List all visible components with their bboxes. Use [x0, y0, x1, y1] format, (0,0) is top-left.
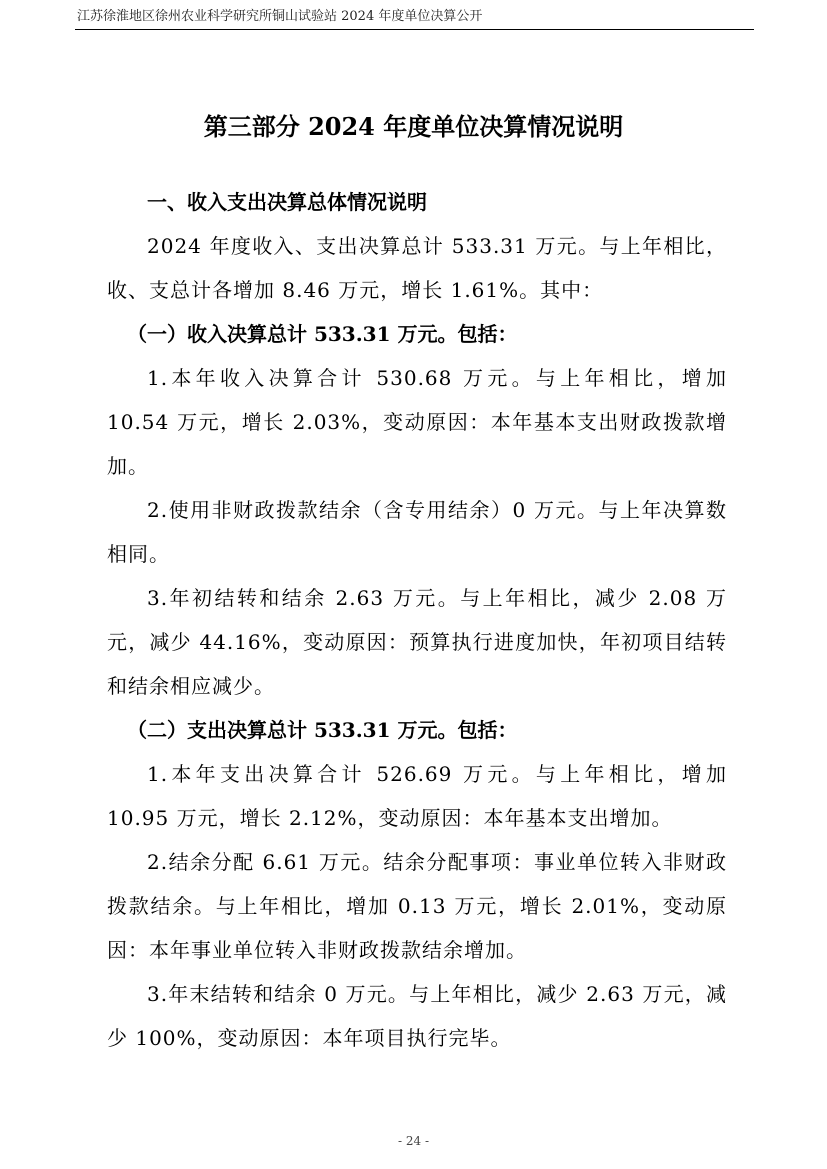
expense-item-1: 1.本年支出决算合计 526.69 万元。与上年相比，增加 10.95 万元，增长 2.12%，变动原因：本年基本支出增加。	[107, 762, 727, 830]
income-heading: （一）收入决算总计 533.31 万元。包括：	[127, 322, 518, 346]
income-item-1: 1.本年收入决算合计 530.68 万元。与上年相比，增加 10.54 万元，增长 2.03%，变动原因：本年基本支出财政拨款增加。	[107, 366, 727, 478]
header-divider	[75, 29, 754, 30]
expense-heading: （二）支出决算总计 533.31 万元。包括：	[127, 718, 518, 742]
section-heading: 一、收入支出决算总体情况说明	[147, 190, 427, 214]
running-header: 江苏徐淮地区徐州农业科学研究所铜山试验站 2024 年度单位决算公开	[77, 9, 483, 24]
document-body	[107, 180, 727, 1060]
expense-item-2: 2.结余分配 6.61 万元。结余分配事项：事业单位转入非财政拨款结余。与上年相比，增加 0.13 万元，增长 2.01%，变动原因：本年事业单位转入非财政拨款结余增加。	[107, 850, 727, 962]
summary-paragraph: 2024 年度收入、支出决算总计 533.31 万元。与上年相比，收、支总计各增加 8.46 万元，增长 1.61%。其中：	[107, 234, 727, 302]
income-item-2: 2.使用非财政拨款结余（含专用结余）0 万元。与上年决算数相同。	[107, 498, 727, 566]
income-item-3: 3.年初结转和结余 2.63 万元。与上年相比，减少 2.08 万元，减少 44.16%，变动原因：预算执行进度加快，年初项目结转和结余相应减少。	[107, 586, 727, 698]
page-title: 第三部分 2024 年度单位决算情况说明	[203, 112, 624, 141]
expense-item-3: 3.年末结转和结余 0 万元。与上年相比，减少 2.63 万元，减少 100%，变动原因：本年项目执行完毕。	[107, 982, 727, 1050]
page-number: - 24 -	[397, 1134, 429, 1148]
